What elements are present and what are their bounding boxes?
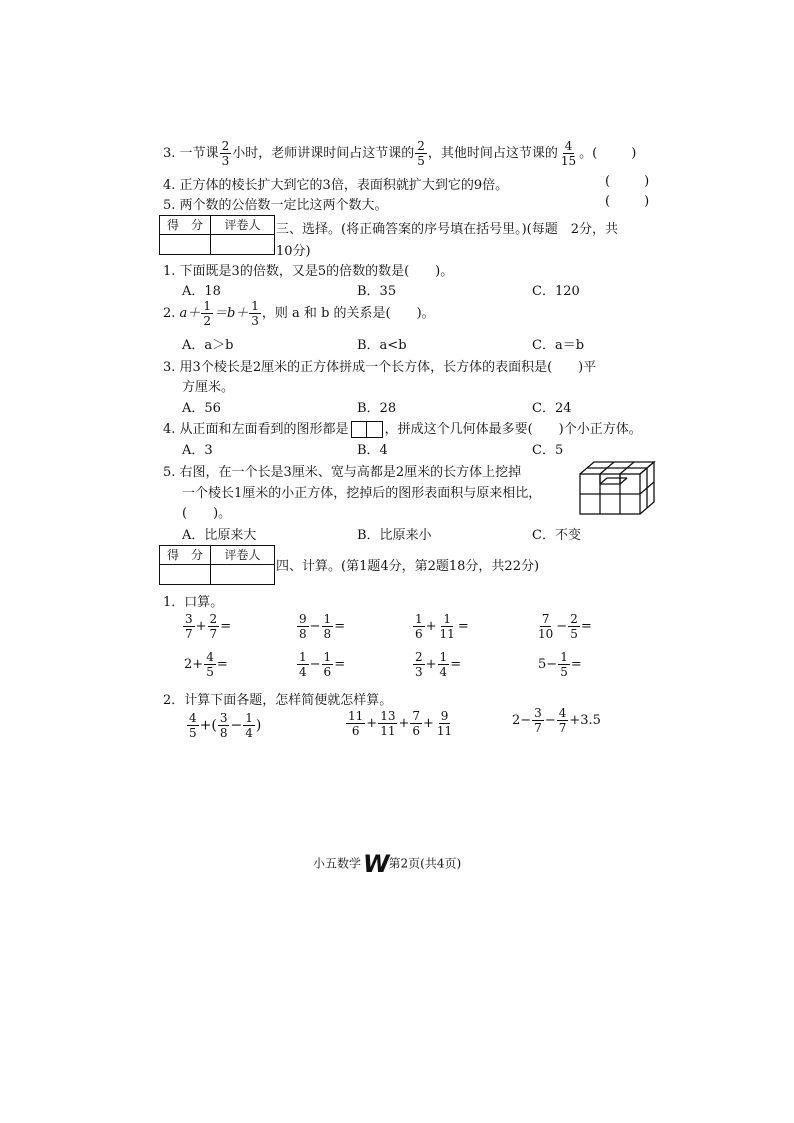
option-a[interactable]: A．比原来大 (182, 528, 257, 543)
q-number: 3. (163, 146, 176, 161)
judge-q4-paren[interactable]: ( ) (605, 174, 650, 189)
grader-cell[interactable] (211, 235, 274, 254)
oral-item-1: $\frac{3}{7}$ + $\frac{2}{7}$ = (185, 612, 232, 641)
oral-item-2: $\frac{9}{8}$ − $\frac{1}{8}$ = (299, 612, 346, 641)
judge-q4: 4. 正方体的棱长扩大到它的3倍，表面积就扩大到它的9倍。 (163, 178, 509, 193)
choice-q2: 2. a＋ $\frac{1}{2}$ ＝b＋ $\frac{1}{3}$ ，则 a 和 b 的关系是( )。 (163, 299, 435, 328)
two-square-shape (351, 421, 383, 438)
option-b[interactable]: B．4 (357, 443, 388, 458)
choice-q5-cont: 一个棱长1厘米的小正方体，挖掉后的图形表面积与原来相比， (182, 486, 542, 501)
option-a[interactable]: A．56 (182, 401, 221, 416)
page-footer: 小五数学W第2页(共4页) (313, 850, 462, 878)
option-a[interactable]: A．3 (182, 443, 213, 458)
publisher-logo: W (360, 850, 389, 878)
score-box: 得 分 评卷人 (159, 215, 275, 255)
oral-item-8: 5− $\frac{1}{5}$ = (538, 650, 582, 679)
score-cell[interactable] (160, 565, 211, 584)
option-c[interactable]: C．120 (532, 284, 580, 299)
choice-q5: 5. 右图，在一个长是3厘米、宽与高都是2厘米的长方体上挖掉 (163, 465, 522, 480)
section3-title-cont: 10分) (276, 244, 311, 259)
fraction: $\frac{2}{3}$ (221, 139, 230, 168)
oral-item-6: $\frac{1}{4}$ − $\frac{1}{6}$ = (299, 650, 346, 679)
judge-q5: 5. 两个数的公倍数一定比这两个数大。 (163, 198, 388, 213)
option-b[interactable]: B．28 (357, 401, 397, 416)
option-c[interactable]: C．5 (532, 443, 564, 458)
calc-item-2: $\frac{11}{6}$ + $\frac{13}{11}$ + $\frac{7}{6}$ + $\frac{9}{11}$ (348, 709, 453, 738)
choice-q1: 1. 下面既是3的倍数，又是5的倍数的数是( )。 (163, 264, 454, 279)
choice-q5-paren[interactable]: ( )。 (182, 506, 232, 521)
option-b[interactable]: B．比原来小 (357, 528, 432, 543)
option-c[interactable]: C．24 (532, 401, 572, 416)
judge-q3: 3. 一节课 $\frac{2}{3}$ 小时，老师讲课时间占这节课的 $\frac{2}{5}$ ，其他时间占这节课的 $\frac{4}{15}$ 。( ) (163, 139, 637, 168)
grader-cell[interactable] (211, 565, 274, 584)
fraction: $\frac{4}{15}$ (560, 139, 577, 168)
choice-q3: 3. 用3个棱长是2厘米的正方体拼成一个长方体，长方体的表面积是( )平 (163, 360, 597, 375)
oral-item-3: $\frac{1}{6}$ + $\frac{1}{11}$ = (415, 612, 469, 641)
oral-calc-label: 1．口算。 (163, 595, 224, 610)
calc-item-3: 2− $\frac{3}{7}$ − $\frac{4}{7}$ +3.5 (512, 706, 601, 735)
calc-label: 2．计算下面各题，怎样简便就怎样算。 (163, 693, 393, 708)
oral-item-7: $\frac{2}{3}$ + $\frac{1}{4}$ = (415, 650, 462, 679)
option-c[interactable]: C．不变 (532, 528, 581, 543)
option-b[interactable]: B．35 (357, 284, 397, 299)
section3-title: 三、选择。(将正确答案的序号填在括号里。)(每题 2分，共 (276, 222, 618, 237)
option-b[interactable]: B．a<b (357, 338, 407, 353)
choice-q3-cont: 方厘米。 (182, 380, 235, 395)
calc-item-1: $\frac{4}{5}$ +( $\frac{3}{8}$ − $\frac{1}{4}$ ) (189, 711, 262, 740)
fraction: $\frac{2}{5}$ (417, 139, 425, 168)
oral-item-5: 2+ $\frac{4}{5}$ = (184, 650, 228, 679)
cuboid-figure (578, 458, 658, 518)
option-a[interactable]: A．a＞b (182, 338, 234, 353)
score-box: 得 分 评卷人 (159, 545, 275, 585)
section4-title: 四、计算。(第1题4分，第2题18分，共22分) (276, 559, 540, 574)
option-c[interactable]: C．a＝b (532, 338, 585, 353)
choice-q4: 4. 从正面和左面看到的图形都是 ，拼成这个几何体最多要( )个小正方体。 (163, 422, 642, 437)
judge-q5-paren[interactable]: ( ) (605, 194, 650, 209)
score-cell[interactable] (160, 235, 211, 254)
oral-item-4: $\frac{7}{10}$ − $\frac{2}{5}$ = (538, 612, 592, 641)
option-a[interactable]: A．18 (182, 284, 221, 299)
